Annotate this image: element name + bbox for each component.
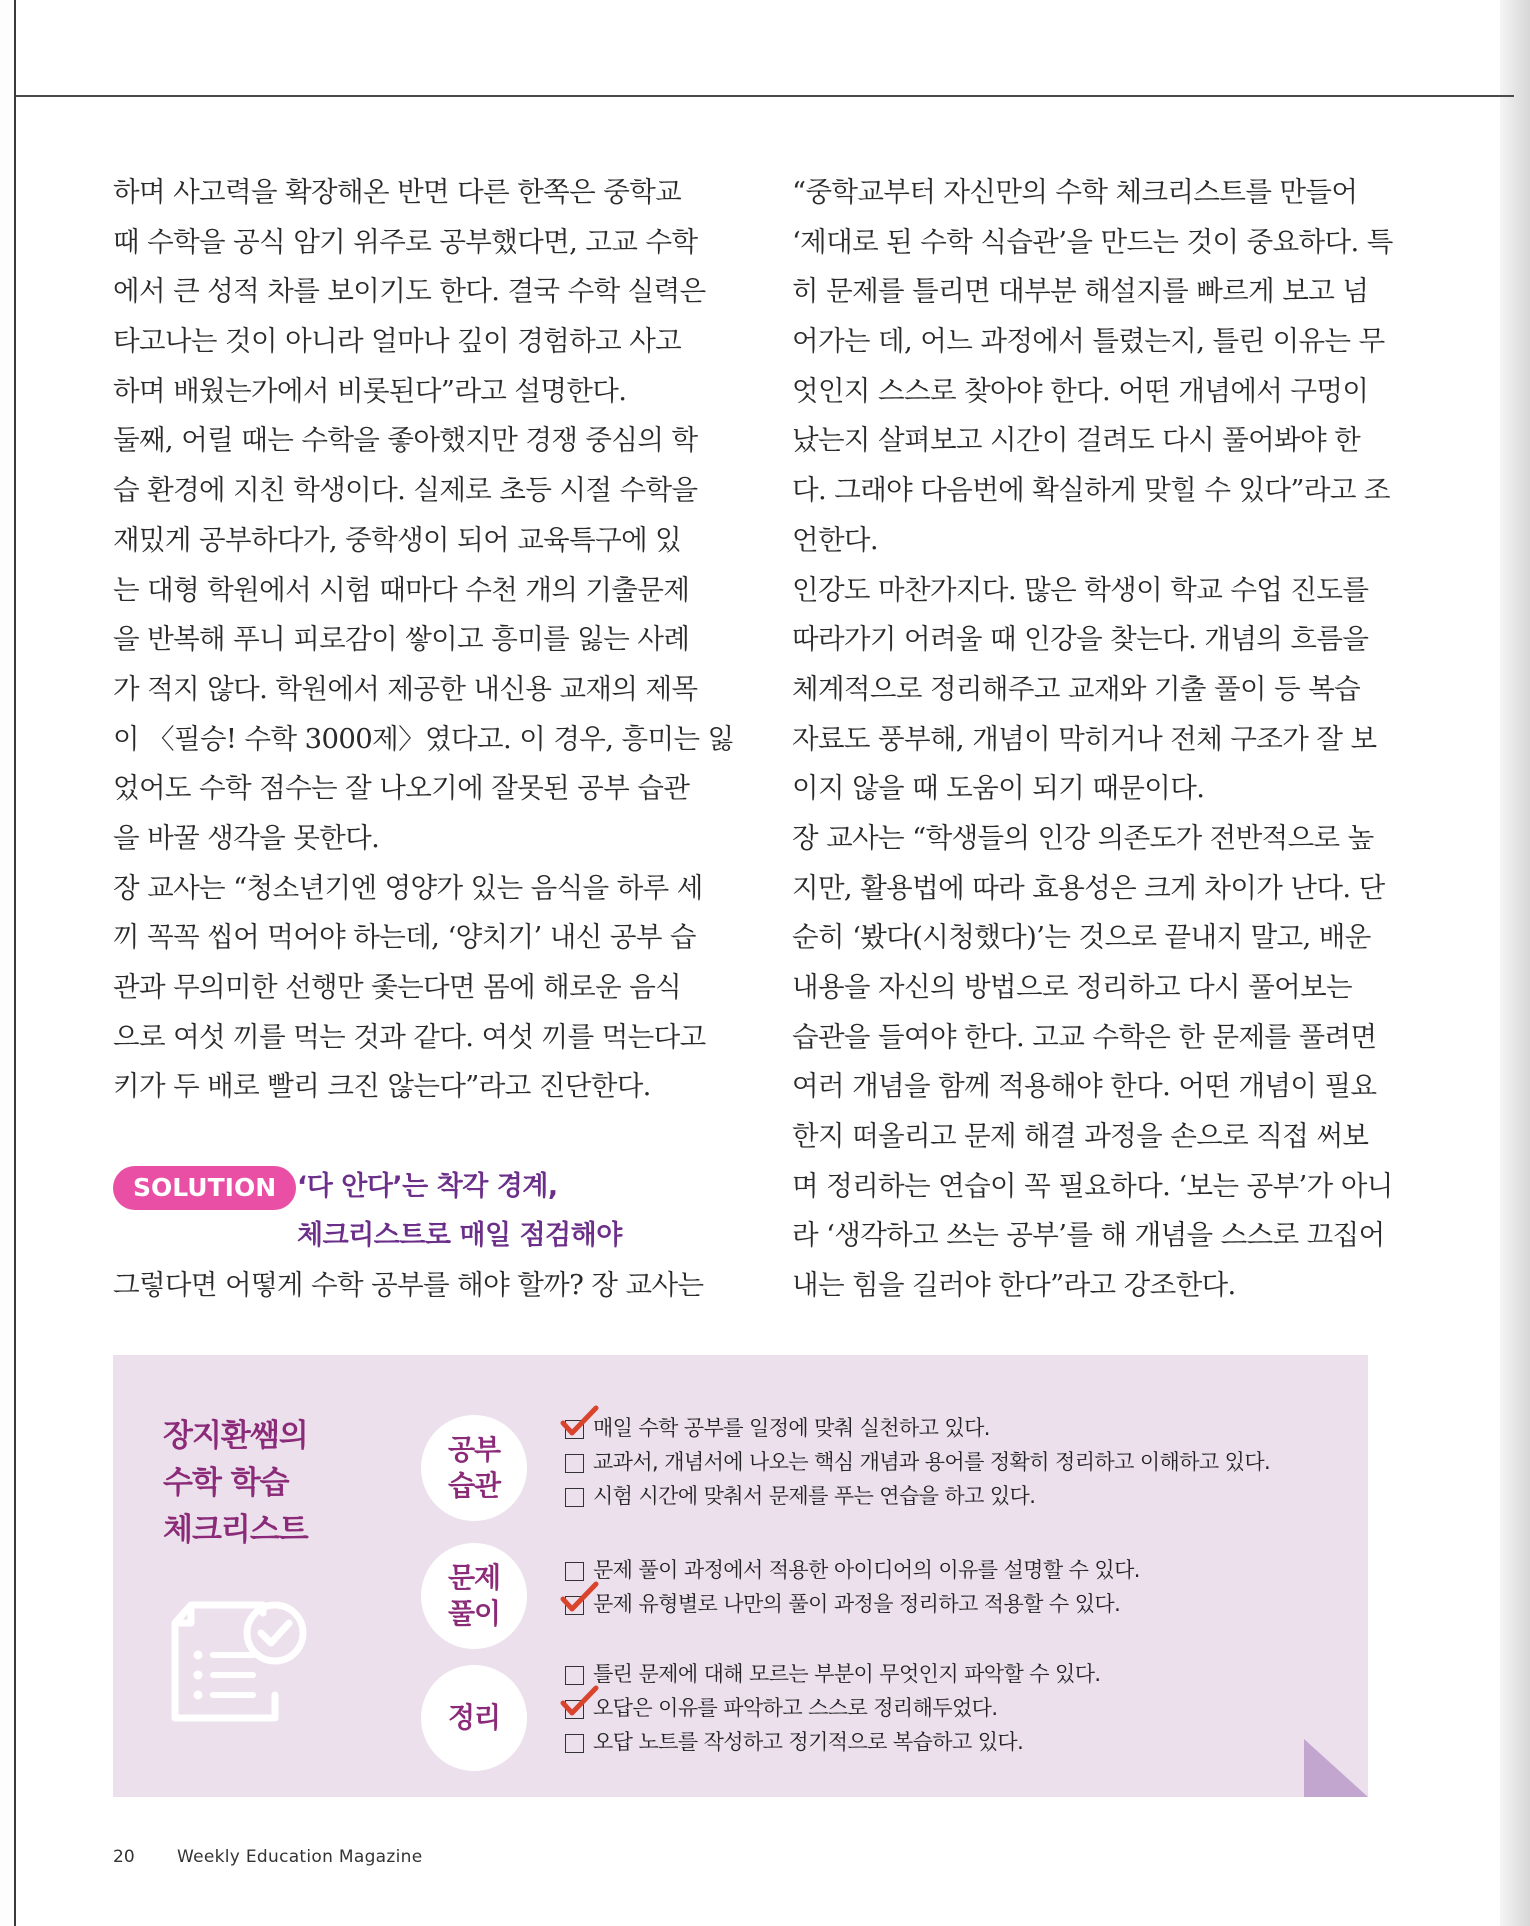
text-line: 이 〈필승! 수학 3000제〉였다고. 이 경우, 흥미는 잃 (113, 722, 734, 755)
checklist-item[interactable] (563, 1725, 1100, 1759)
text-line: ‘제대로 된 수학 식습관’을 만드는 것이 중요하다. 특 (792, 225, 1393, 258)
checklist-group-review (563, 1657, 1100, 1759)
text-line: 장 교사는 “학생들의 인강 의존도가 전반적으로 높 (792, 821, 1374, 854)
category-label: 문제 (447, 1561, 501, 1594)
category-problem-solving (421, 1543, 527, 1649)
solution-badge: SOLUTION (113, 1166, 296, 1210)
checklist-item[interactable] (563, 1479, 1270, 1513)
text-line: 때 수학을 공식 암기 위주로 공부했다면, 고교 수학 (113, 225, 698, 258)
text-line: 체계적으로 정리해주고 교재와 기출 풀이 등 복습 (792, 672, 1361, 705)
left-column (113, 168, 734, 1310)
category-label: 습관 (447, 1469, 501, 1502)
text-line: 며 정리하는 연습이 꼭 필요하다. ‘보는 공부’가 아니 (792, 1169, 1393, 1202)
section-heading-line: ‘다 안다’는 착각 경계, (297, 1170, 558, 1202)
text-line: 이지 않을 때 도움이 되기 때문이다. (792, 772, 1205, 805)
checklist-item-text: 틀린 문제에 대해 모르는 부분이 무엇인지 파악할 수 있다. (593, 1662, 1101, 1686)
text-line: 었어도 수학 점수는 잘 나오기에 잘못된 공부 습관 (113, 772, 690, 805)
text-line: 지만, 활용법에 따라 효용성은 크게 차이가 난다. 단 (792, 871, 1385, 904)
text-line: 키가 두 배로 빨리 크진 않는다”라고 진단한다. (113, 1070, 651, 1103)
text-line: 타고나는 것이 아니라 얼마나 깊이 경험하고 사고 (113, 325, 682, 358)
checklist-title-line: 수학 학습 (163, 1465, 289, 1501)
text-line: 여러 개념을 함께 적용해야 한다. 어떤 개념이 필요 (792, 1070, 1377, 1103)
checkmark-icon (559, 1685, 599, 1719)
category-review (421, 1665, 527, 1771)
text-line: 가 적지 않다. 학원에서 제공한 내신용 교재의 제목 (113, 672, 698, 705)
left-body (113, 168, 734, 1112)
text-line: 따라가기 어려울 때 인강을 찾는다. 개념의 흐름을 (792, 623, 1369, 656)
text-line: 났는지 살펴보고 시간이 걸려도 다시 풀어봐야 한 (792, 424, 1361, 457)
checklist-item-text: 오답 노트를 작성하고 정기적으로 복습하고 있다. (593, 1730, 1024, 1754)
text-line: 히 문제를 틀리면 대부분 해설지를 빠르게 보고 넘 (792, 275, 1369, 308)
checkmark-icon (559, 1581, 599, 1615)
category-label: 풀이 (447, 1597, 501, 1630)
text-line: “중학교부터 자신만의 수학 체크리스트를 만들어 (792, 176, 1358, 208)
text-line: 둘째, 어릴 때는 수학을 좋아했지만 경쟁 중심의 학 (113, 424, 698, 457)
checklist-item[interactable] (563, 1691, 1100, 1725)
text-line: 자료도 풍부해, 개념이 막히거나 전체 구조가 잘 보 (792, 722, 1377, 755)
text-line: 그렇다면 어떻게 수학 공부를 해야 할까? 장 교사는 (113, 1268, 704, 1301)
checkbox[interactable] (565, 1488, 584, 1507)
text-line: 습 환경에 지친 학생이다. 실제로 초등 시절 수학을 (113, 474, 698, 507)
checkbox[interactable] (565, 1454, 584, 1473)
text-line: 관과 무의미한 선행만 좇는다면 몸에 해로운 음식 (113, 971, 682, 1003)
checklist-title-line: 체크리스트 (163, 1512, 308, 1548)
right-column (792, 168, 1393, 1311)
text-line: 을 바꿀 생각을 못한다. (113, 821, 380, 854)
text-line: 내용을 자신의 방법으로 정리하고 다시 풀어보는 (792, 971, 1353, 1003)
checkbox[interactable] (565, 1666, 584, 1685)
category-label: 정리 (447, 1701, 501, 1734)
checklist-group-problem-solving (563, 1553, 1140, 1621)
checklist-item-text: 매일 수학 공부를 일정에 맞춰 실천하고 있다. (593, 1416, 990, 1440)
page-number: 20 (113, 1847, 135, 1867)
text-line: 어가는 데, 어느 과정에서 틀렸는지, 틀린 이유는 무 (792, 325, 1385, 358)
text-line: 순히 ‘봤다(시청했다)’는 것으로 끝내지 말고, 배운 (792, 921, 1371, 954)
text-line: 는 대형 학원에서 시험 때마다 수천 개의 기출문제 (113, 573, 690, 606)
checkbox[interactable] (565, 1562, 584, 1581)
text-line: 다. 그래야 다음번에 확실하게 맞힐 수 있다”라고 조 (792, 474, 1390, 507)
checklist-group-study-habits (563, 1411, 1270, 1513)
checklist-item-text: 시험 시간에 맞춰서 문제를 푸는 연습을 하고 있다. (593, 1484, 1036, 1508)
text-line: 하며 사고력을 확장해온 반면 다른 한쪽은 중학교 (113, 176, 682, 208)
checklist-item[interactable] (563, 1553, 1140, 1587)
text-line: 인강도 마찬가지다. 많은 학생이 학교 수업 진도를 (792, 573, 1369, 606)
header-rule (16, 95, 1514, 97)
text-line: 엇인지 스스로 찾아야 한다. 어떤 개념에서 구멍이 (792, 374, 1369, 407)
checklist-item-text: 문제 유형별로 나만의 풀이 과정을 정리하고 적용할 수 있다. (593, 1592, 1121, 1616)
checkmark-icon (559, 1405, 599, 1439)
text-line: 을 반복해 푸니 피로감이 쌓이고 흥미를 잃는 사례 (113, 623, 690, 656)
checklist-document-icon (163, 1583, 323, 1733)
text-line: 끼 꼭꼭 씹어 먹어야 하는데, ‘양치기’ 내신 공부 습 (113, 921, 696, 954)
section-heading-line: 체크리스트로 매일 점검해야 (297, 1219, 622, 1251)
magazine-name: Weekly Education Magazine (177, 1847, 423, 1867)
text-line: 한지 떠올리고 문제 해결 과정을 손으로 직접 써보 (792, 1120, 1369, 1153)
checklist-title-line: 장지환쌤의 (163, 1418, 308, 1454)
checklist-box (113, 1355, 1368, 1797)
checklist-item-text: 오답은 이유를 파악하고 스스로 정리해두었다. (593, 1696, 998, 1720)
text-line: 라 ‘생각하고 쓰는 공부’를 해 개념을 스스로 끄집어 (792, 1219, 1385, 1252)
checklist-item[interactable] (563, 1411, 1270, 1445)
checklist-item[interactable] (563, 1657, 1100, 1691)
text-line: 재밌게 공부하다가, 중학생이 되어 교육특구에 있 (113, 523, 682, 556)
page-fold-corner (1304, 1739, 1368, 1797)
text-line: 장 교사는 “청소년기엔 영양가 있는 음식을 하루 세 (113, 871, 703, 904)
category-study-habits (421, 1415, 527, 1521)
solution-heading (113, 1162, 703, 1261)
text-line: 하며 배웠는가에서 비롯된다”라고 설명한다. (113, 374, 627, 407)
page-edge-shadow (1500, 0, 1530, 1926)
text-line: 에서 큰 성적 차를 보이기도 한다. 결국 수학 실력은 (113, 275, 706, 308)
checklist-item-text: 문제 풀이 과정에서 적용한 아이디어의 이유를 설명할 수 있다. (593, 1558, 1140, 1582)
checklist-item-text: 교과서, 개념서에 나오는 핵심 개념과 용어를 정확히 정리하고 이해하고 있다. (593, 1450, 1271, 1474)
text-line: 내는 힘을 길러야 한다”라고 강조한다. (792, 1269, 1236, 1302)
checklist-title (163, 1413, 308, 1554)
text-line: 언한다. (792, 523, 879, 556)
category-label: 공부 (447, 1433, 501, 1466)
checkbox[interactable] (565, 1734, 584, 1753)
checklist-item[interactable] (563, 1445, 1270, 1479)
text-line: 습관을 들여야 한다. 고교 수학은 한 문제를 풀려면 (792, 1020, 1377, 1053)
checklist-item[interactable] (563, 1587, 1140, 1621)
text-line: 으로 여섯 끼를 먹는 것과 같다. 여섯 끼를 먹는다고 (113, 1020, 706, 1053)
